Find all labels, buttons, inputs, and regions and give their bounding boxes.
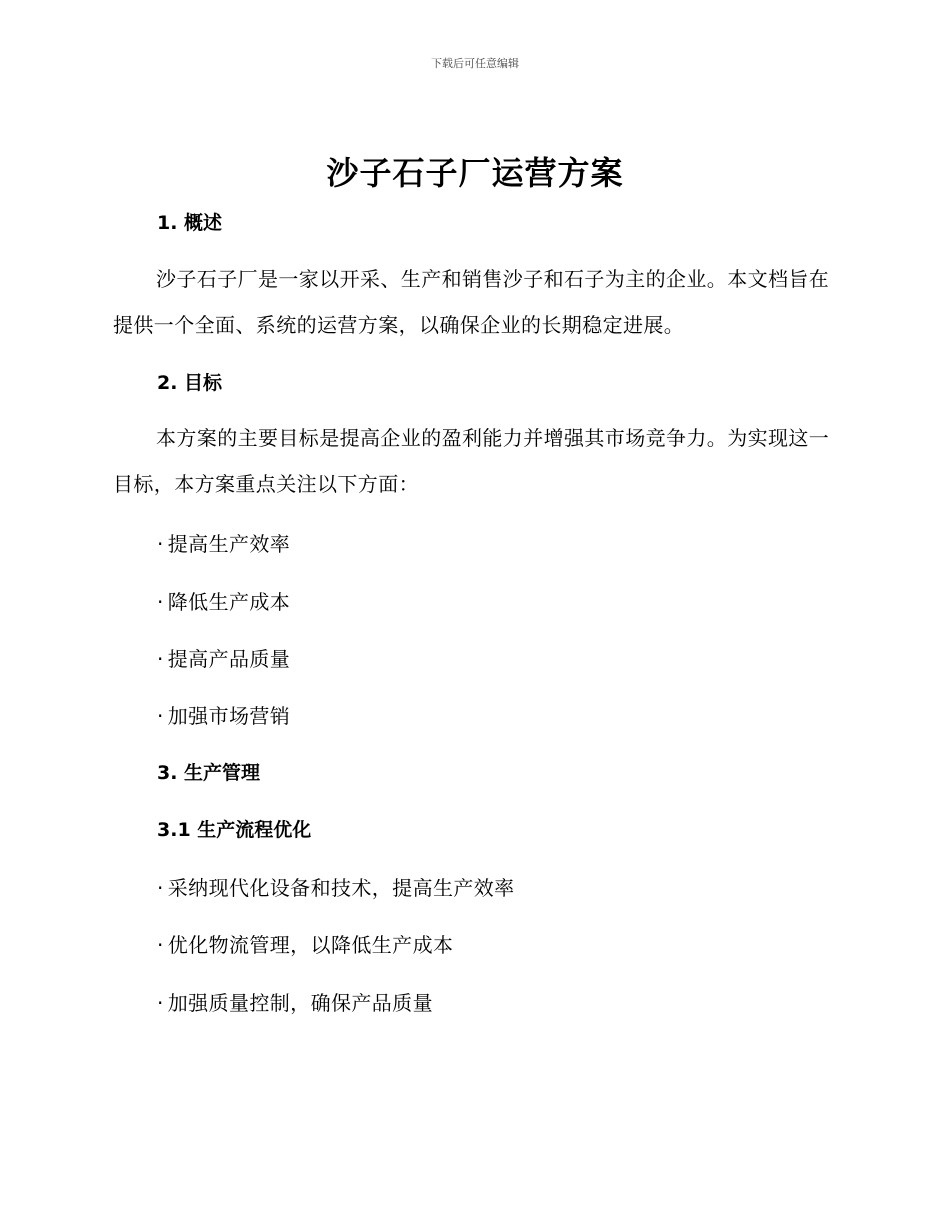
list-item: · 提高产品质量 [157,647,291,671]
subheading-production-flow: 3.1 生产流程优化 [157,819,312,841]
paragraph-goals: 本方案的主要目标是提高企业的盈利能力并增强其市场竞争力。为实现这一目标，本方案重点关注以下方面： [113,426,830,496]
paragraph-overview: 沙子石子厂是一家以开采、生产和销售沙子和石子为主的企业。本文档旨在提供一个全面、系统的运营方案，以确保企业的长期稳定进展。 [113,267,830,337]
document-title: 沙子石子厂运营方案 [326,154,624,192]
heading-goals: 2. 目标 [157,372,223,394]
list-item: · 降低生产成本 [157,590,291,614]
heading-overview: 1. 概述 [157,212,223,234]
page-header-note: 下载后可任意编辑 [431,57,519,70]
list-item: · 加强质量控制，确保产品质量 [157,991,433,1015]
list-item: · 优化物流管理，以降低生产成本 [157,933,454,957]
list-item: · 加强市场营销 [157,704,291,728]
heading-production: 3. 生产管理 [157,762,261,784]
list-item: · 采纳现代化设备和技术，提高生产效率 [157,876,515,900]
list-item: · 提高生产效率 [157,532,291,556]
